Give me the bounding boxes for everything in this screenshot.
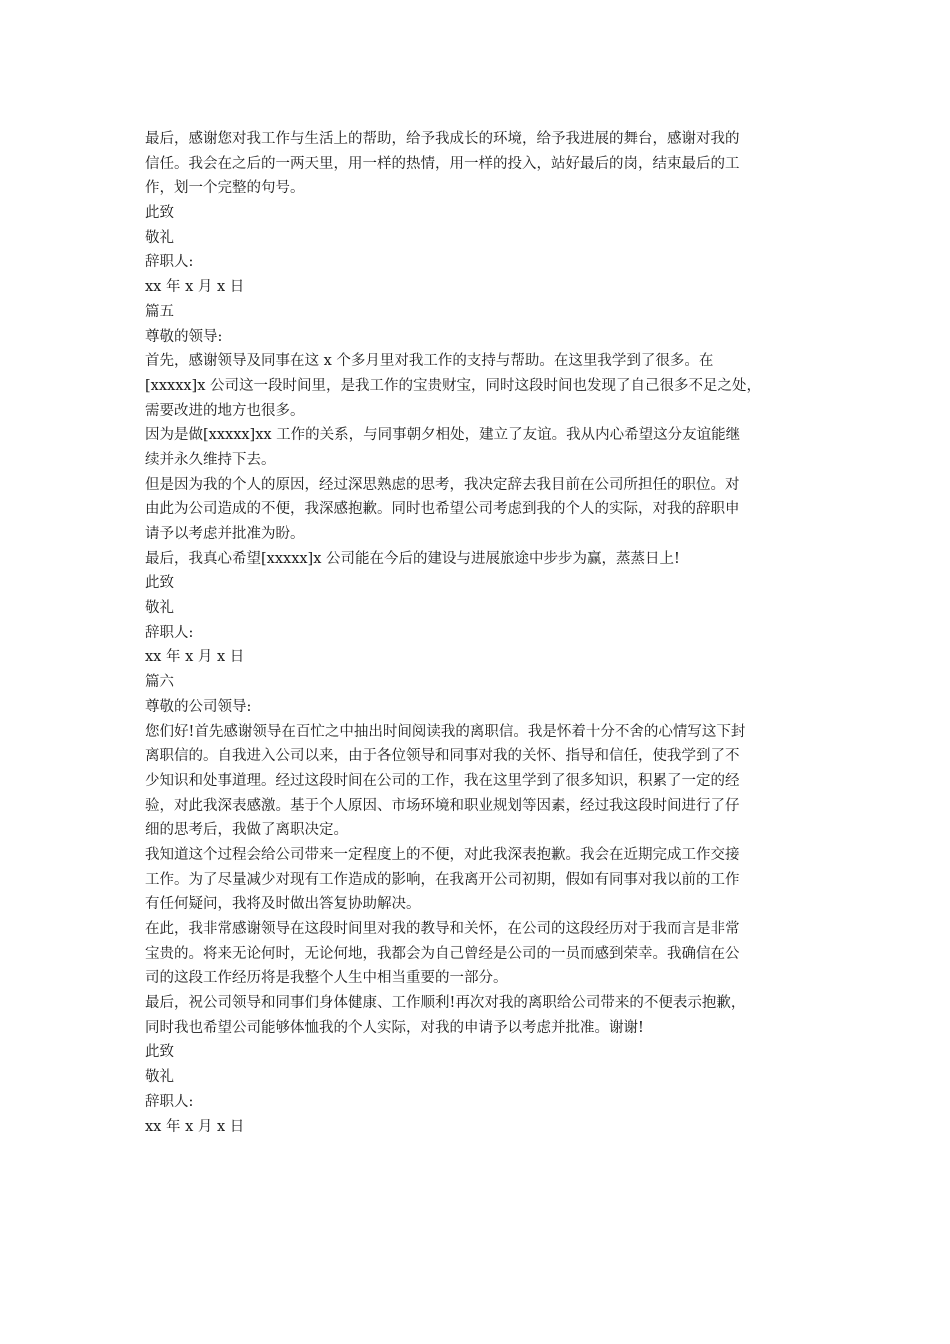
text-line: xx 年 x 月 x 日: [145, 1118, 245, 1135]
text-line: 辞职人:: [145, 1093, 194, 1110]
text-line: 敬礼: [145, 600, 174, 617]
text-line: 辞职人:: [145, 624, 194, 641]
text-line: 尊敬的公司领导:: [145, 698, 252, 715]
text-line: 篇六: [145, 674, 174, 691]
text-line: 敬礼: [145, 229, 174, 246]
text-line: 您们好!首先感谢领导在百忙之中抽出时间阅读我的离职信。我是怀着十分不舍的心情写这下封: [145, 723, 746, 740]
text-line: 但是因为我的个人的原因，经过深思熟虑的思考，我决定辞去我目前在公司所担任的职位。对: [145, 476, 740, 493]
text-line: 信任。我会在之后的一两天里，用一样的热情，用一样的投入，站好最后的岗，结束最后的工: [145, 155, 740, 172]
text-line: 离职信的。自我进入公司以来，由于各位领导和同事对我的关怀、指导和信任，使我学到了不: [145, 748, 740, 765]
text-line: 由此为公司造成的不便，我深感抱歉。同时也希望公司考虑到我的个人的实际，对我的辞职申: [145, 501, 740, 518]
text-line: 续并永久维持下去。: [145, 451, 276, 468]
text-line: 少知识和处事道理。经过这段时间在公司的工作，我在这里学到了很多知识，积累了一定的经: [145, 772, 740, 789]
text-line: 同时我也希望公司能够体恤我的个人实际，对我的申请予以考虑并批准。谢谢!: [145, 1019, 644, 1036]
text-line: 需要改进的地方也很多。: [145, 402, 305, 419]
text-line: 首先，感谢领导及同事在这 x 个多月里对我工作的支持与帮助。在这里我学到了很多。在: [145, 353, 714, 370]
document-page: [145, 127, 810, 1139]
text-line: 辞职人:: [145, 254, 194, 271]
text-line: 在此，我非常感谢领导在这段时间里对我的教导和关怀，在公司的这段经历对于我而言是非常: [145, 921, 740, 937]
text-line: xx 年 x 月 x 日: [145, 649, 245, 666]
text-line: 细的思考后，我做了离职决定。: [145, 822, 348, 839]
text-line: 因为是做[xxxxx]xx 工作的关系，与同事朝夕相处，建立了友谊。我从内心希望这分友谊能继: [145, 427, 741, 444]
text-line: 尊敬的领导:: [145, 328, 223, 345]
text-line: 司的这段工作经历将是我整个人生中相当重要的一部分。: [145, 970, 508, 987]
text-line: [xxxxx]x 公司这一段时间里，是我工作的宝贵财宝，同时这段时间也发现了自己很多不足之处，: [145, 377, 761, 394]
text-line: 篇五: [145, 303, 174, 320]
text-line: xx 年 x 月 x 日: [145, 279, 245, 296]
text-line: 请予以考虑并批准为盼。: [145, 526, 305, 542]
text-line: 验，对此我深表感激。基于个人原因、市场环境和职业规划等因素，经过我这段时间进行了仔: [145, 797, 740, 814]
text-line: 此致: [145, 575, 174, 592]
text-line: 最后，我真心希望[xxxxx]x 公司能在今后的建设与进展旅途中步步为赢，蒸蒸日上!: [145, 550, 680, 567]
text-line: 敬礼: [145, 1069, 174, 1086]
text-line: 工作。为了尽量减少对现有工作造成的影响，在我离开公司初期，假如有同事对我以前的工作: [145, 871, 740, 888]
text-line: 有任何疑问，我将及时做出答复协助解决。: [145, 896, 421, 913]
text-line: 最后，祝公司领导和同事们身体健康、工作顺利!再次对我的离职给公司带来的不便表示抱歉，: [145, 995, 746, 1012]
text-line: 此致: [145, 1044, 174, 1061]
text-line: 宝贵的。将来无论何时，无论何地，我都会为自己曾经是公司的一员而感到荣幸。我确信在公: [145, 945, 740, 962]
text-line: 最后，感谢您对我工作与生活上的帮助，给予我成长的环境，给予我进展的舞台，感谢对我的: [145, 131, 740, 147]
text-line: 我知道这个过程会给公司带来一定程度上的不便，对此我深表抱歉。我会在近期完成工作交接: [145, 846, 740, 863]
text-line: 此致: [145, 205, 174, 222]
text-line: 作，划一个完整的句号。: [145, 180, 305, 197]
